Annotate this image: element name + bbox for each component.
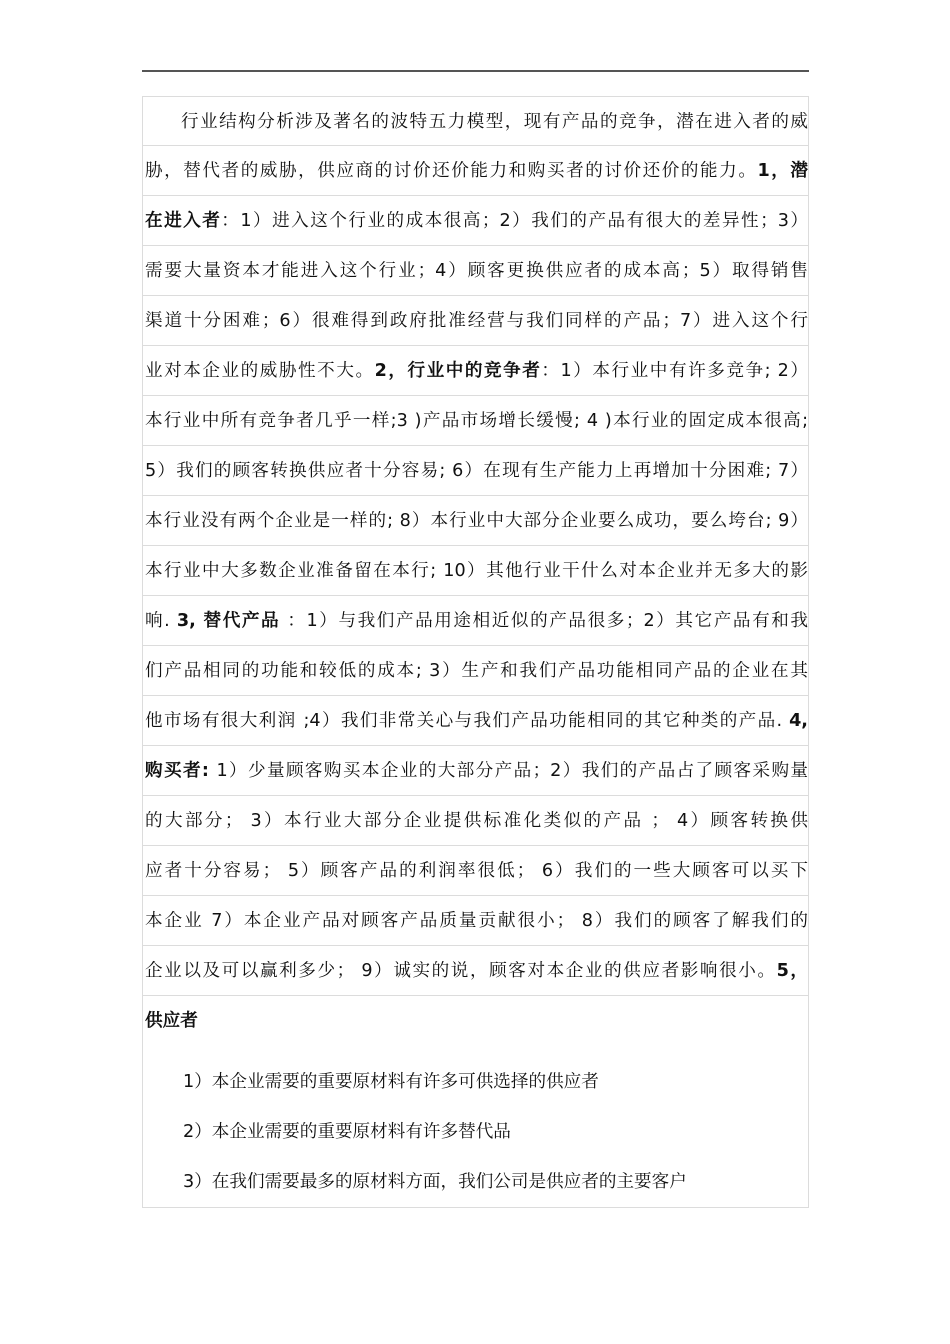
text-run: ：1）本行业中有许多竞争; 2）	[541, 361, 808, 381]
text-line	[142, 396, 809, 446]
bold-heading-text: 3, 替代产品	[176, 611, 281, 631]
text-line	[142, 646, 809, 696]
text-line	[142, 196, 809, 246]
text-line	[142, 246, 809, 296]
text-line	[142, 96, 809, 146]
text-line	[142, 896, 809, 946]
text-line	[142, 146, 809, 196]
text-run: 应者十分容易； 5）顾客产品的利润率很低； 6）我们的一些大顾客可以买下	[145, 861, 808, 881]
text-run: 本行业没有两个企业是一样的; 8）本行业中大部分企业要么成功，要么垮台; 9）	[145, 511, 808, 531]
bold-heading-text: 购买者:	[145, 761, 217, 781]
text-line	[142, 946, 809, 996]
supplier-item-1: 1）本企业需要的重要原材料有许多可供选择的供应者	[183, 1072, 599, 1092]
text-line	[142, 446, 809, 496]
bold-heading-text: 1，潜	[757, 161, 808, 181]
supplier-item-3: 3）在我们需要最多的原材料方面，我们公司是供应者的主要客户	[183, 1172, 687, 1192]
bold-heading-text: 5，	[776, 961, 808, 981]
text-run: 响.	[145, 611, 177, 631]
text-line	[142, 296, 809, 346]
supplier-item-2: 2）本企业需要的重要原材料有许多替代品	[183, 1122, 511, 1142]
body-paragraph	[142, 96, 809, 1046]
supplier-list	[142, 1000, 809, 1208]
text-run: 5）我们的顾客转换供应者十分容易; 6）在现有生产能力上再增加十分困难; 7）	[145, 461, 808, 481]
text-line	[142, 346, 809, 396]
text-run: 渠道十分困难；6）很难得到政府批准经营与我们同样的产品；7）进入这个行	[145, 311, 808, 331]
bold-heading-text: 供应者	[145, 1011, 198, 1031]
bold-heading-text: 2，行业中的竞争者	[374, 361, 542, 381]
text-line	[142, 846, 809, 896]
text-run: ：1）进入这个行业的成本很高；2）我们的产品有很大的差异性；3）	[221, 211, 808, 231]
header-rule	[142, 70, 809, 72]
text-run: 本企业 7）本企业产品对顾客产品质量贡献很小； 8）我们的顾客了解我们的	[145, 911, 808, 931]
text-run: ：1）与我们产品用途相近似的产品很多；2）其它产品有和我	[280, 611, 808, 631]
text-line	[142, 496, 809, 546]
text-run: 们产品相同的功能和较低的成本; 3）生产和我们产品功能相同产品的企业在其	[145, 661, 808, 681]
text-line	[142, 546, 809, 596]
bold-heading-text: 在进入者	[145, 211, 222, 231]
text-line	[142, 596, 809, 646]
bold-heading-text: 4,	[789, 711, 808, 731]
text-line	[142, 746, 809, 796]
text-run: 需要大量资本才能进入这个行业；4）顾客更换供应者的成本高；5）取得销售	[145, 261, 808, 281]
text-run: 业对本企业的威胁性不大。	[145, 361, 375, 381]
text-run: 企业以及可以赢利多少； 9）诚实的说，顾客对本企业的供应者影响很小。	[145, 961, 777, 981]
text-run: 他市场有很大利润 ;4）我们非常关心与我们产品功能相同的其它种类的产品.	[145, 711, 790, 731]
text-line	[142, 796, 809, 846]
text-line	[142, 696, 809, 746]
text-run: 1）少量顾客购买本企业的大部分产品；2）我们的产品占了顾客采购量	[216, 761, 809, 781]
text-run: 本行业中大多数企业准备留在本行; 10）其他行业干什么对本企业并无多大的影	[145, 561, 808, 581]
text-run: 胁，替代者的威胁，供应商的讨价还价能力和购买者的讨价还价的能力。	[145, 161, 758, 181]
text-run: 本行业中所有竞争者几乎一样;3 )产品市场增长缓慢; 4 )本行业的固定成本很高;	[145, 411, 808, 431]
text-run: 行业结构分析涉及著名的波特五力模型，现有产品的竞争，潜在进入者的威	[181, 112, 808, 132]
text-run: 的大部分； 3）本行业大部分企业提供标准化类似的产品 ； 4）顾客转换供	[145, 811, 808, 831]
